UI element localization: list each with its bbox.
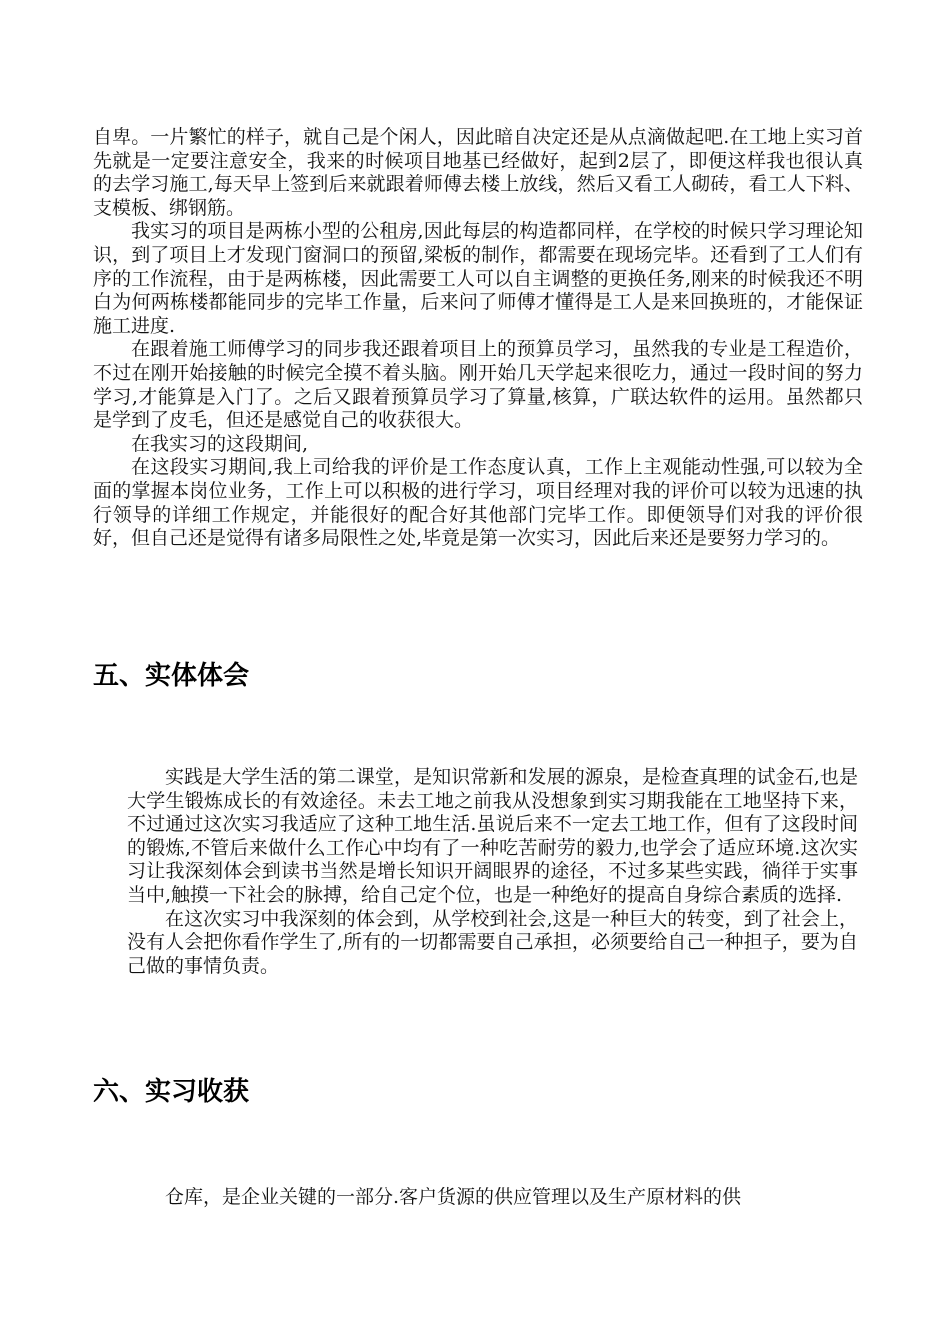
section-b-body bbox=[127, 766, 858, 978]
section-c-body bbox=[127, 1186, 858, 1210]
paragraph: 在我实习的这段期间, bbox=[131, 432, 309, 455]
section-heading-6: 六、实习收获 bbox=[93, 1077, 250, 1107]
paragraph: 我实习的项目是两栋小型的公租房,因此每层的构造都同样，在学校的时候只学习理论知识，到了项目上才发现门窗洞口的预留,梁板的制作，都需要在现场完毕。还看到了工人们有序的工作流程，由于是两栋楼，因此需要工人可以自主调整的更换任务,刚来的时候我还不明白为何两栋楼都能同步的完毕工作量，后来问了师傅才懂得是工人是来回换班的，才能保证施工进度. bbox=[93, 220, 863, 337]
paragraph: 在这次实习中我深刻的体会到，从学校到社会,这是一种巨大的转变，到了社会上，没有人会把你看作学生了,所有的一切都需要自己承担，必须要给自己一种担子，要为自己做的事情负责。 bbox=[127, 907, 858, 977]
paragraph: 在这段实习期间,我上司给我的评价是工作态度认真，工作上主观能动性强,可以较为全面的掌握本岗位业务，工作上可以积极的进行学习，项目经理对我的评价可以较为迅速的执行领导的详细工作规定，并能很好的配合好其他部门完毕工作。即便领导们对我的评价很好，但自己还是觉得有诸多局限性之处,毕竟是第一次实习，因此后来还是要努力学习的。 bbox=[93, 456, 863, 550]
section-heading-5: 五、实体体会 bbox=[93, 661, 250, 691]
paragraph: 仓库，是企业关键的一部分.客户货源的供应管理以及生产原材料的供 bbox=[165, 1186, 742, 1208]
section-a-body bbox=[93, 126, 863, 551]
paragraph: 自卑。一片繁忙的样子，就自己是个闲人，因此暗自决定还是从点滴做起吧.在工地上实习首先就是一定要注意安全，我来的时候项目地基已经做好，起到2层了，即便这样我也很认真的去学习施工,每天早上签到后来就跟着师傅去楼上放线，然后又看工人砌砖，看工人下料、支模板、绑钢筋。 bbox=[93, 126, 863, 219]
paragraph: 实践是大学生活的第二课堂，是知识常新和发展的源泉，是检查真理的试金石,也是大学生锻炼成长的有效途径。未去工地之前我从没想象到实习期我能在工地坚持下来，不过通过这次实习我适应了这种工地生活.虽说后来不一定去工地工作，但有了这段时间的锻炼,不管后来做什么工作心中均有了一种吃苦耐劳的毅力,也学会了适应环境.这次实习让我深刻体会到读书当然是增长知识开阔眼界的途径，不过多某些实践，徜徉于实事当中,触摸一下社会的脉搏，给自己定个位，也是一种绝好的提高自身综合素质的选择. bbox=[127, 766, 858, 906]
paragraph: 在跟着施工师傅学习的同步我还跟着项目上的预算员学习，虽然我的专业是工程造价，不过在刚开始接触的时候完全摸不着头脑。刚开始几天学起来很吃力，通过一段时间的努力学习,才能算是入门了。之后又跟着预算员学习了算量,核算，广联达软件的运用。虽然都只是学到了皮毛，但还是感觉自己的收获很大。 bbox=[93, 338, 863, 432]
